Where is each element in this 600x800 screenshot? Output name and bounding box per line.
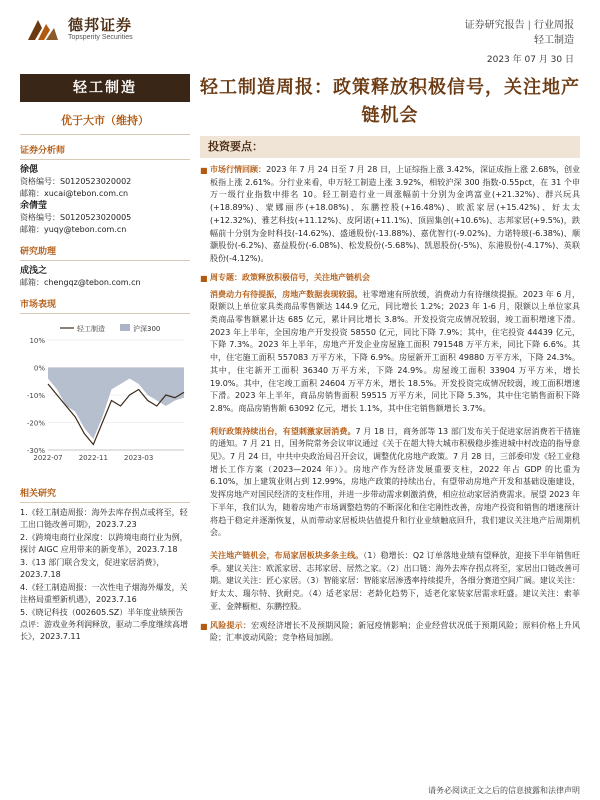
left-sidebar xyxy=(20,74,190,644)
related-research-item[interactable]: 3.《13 部门联合发文，促进家居消费》，2023.7.18 xyxy=(20,558,165,579)
risk-lead: 风险提示： xyxy=(210,620,252,630)
risk-text: 宏观经济增长不及预期风险；新冠疫情影响；企业经营状况低于预期风险；原料价格上升风险；汇率波动风险；竞争格局加剧。 xyxy=(210,620,581,643)
y-tick-label: -20% xyxy=(26,419,45,428)
market-review-lead: 市场行情回顾： xyxy=(210,165,267,174)
report-industry: 轻工制造 xyxy=(534,35,574,46)
performance-chart-svg xyxy=(20,318,190,478)
focus-paragraph xyxy=(200,550,580,614)
x-tick-label: 2022-11 xyxy=(78,454,108,462)
focus-lead: 关注地产链机会，布局家居板块多条主线。 xyxy=(210,550,364,560)
bullet-icon: ■ xyxy=(200,273,208,283)
legend-label: 轻工制造 xyxy=(77,325,105,333)
report-category: 行业周报 xyxy=(534,20,574,31)
legend-label: 沪深300 xyxy=(133,325,161,333)
consumption-text: 社零增速有所放缓，消费动力有待继续提振。2023 年 6 月，限额以上单位家具类商品零售额达 144.9 亿元，同比增长 1.2%；2023 年 1-6 月，限额以上单位家具类商品零售额累计达 685 亿元，累计同比增长 3.8%。开发投资完成情况较弱，竣工面积增速下滑。2023 年上半年，全国房地产开发投资 58550 亿元，同比下降 7.9%；其中，住宅投资 44439 亿元，下降 7.3%。2023 年上半年，房地产开发企业房屋施工面积 791548 万平方米，同比下降 6.6%。其中，住宅施工面积 557083 万平方米，下降 6.9%。房屋新开工面积 49880 万平方米，下降 24.3%。其中，住宅新开工面积 36340 万平方米，下降 24.9%。房屋竣工面积 33904 万平方米，增长 19.0%。其中，住宅竣工面积 24604 万平方米，增长 18.5%。开发投资完成情况较弱，竣工面积增速下滑。2023 年上半年，商品房销售面积 59515 万平方米，同比下降 5.3%，其中住宅销售面积下降 2.8%。商品房销售额 63092 亿元，增长 1.1%，其中住宅销售额增长 3.7%。 xyxy=(210,289,581,413)
logo-mark-icon xyxy=(26,16,60,42)
related-research-item[interactable]: 5.《晓记科技（002605.SZ）半年度业绩预告点评：游戏业务利润释放，驱动二季度继续高增长》，2023.7.11 xyxy=(20,608,188,641)
industry-rating: 优于大市（维持） xyxy=(20,112,190,135)
header-separator: | xyxy=(527,20,531,31)
analyst-section-heading: 证券分析师 xyxy=(20,143,190,160)
assistant-section-heading: 研究助理 xyxy=(20,244,190,261)
logo-text-en: Topsperity Securities xyxy=(68,34,133,41)
logo-text-cn: 德邦证券 xyxy=(68,16,133,34)
analyst-block xyxy=(20,164,190,236)
bullet-icon: ■ xyxy=(200,166,208,175)
assistant-email[interactable]: 邮箱：chengqz@tebon.com.cn xyxy=(20,278,141,287)
company-logo xyxy=(26,12,176,48)
analyst-name: 余倩莹 xyxy=(20,201,48,211)
y-tick-label: -30% xyxy=(26,447,45,455)
policy-paragraph xyxy=(200,426,580,540)
bullet-icon: ■ xyxy=(200,621,208,631)
weekly-topic-block xyxy=(200,272,580,284)
market-section-heading: 市场表现 xyxy=(20,297,190,314)
consumption-lead: 消费动力有待提振，房地产数据表现较弱。 xyxy=(210,289,363,299)
weekly-topic-heading: 周专题：政策释放积极信号，关注地产链机会 xyxy=(210,272,370,282)
legal-footer: 请务必阅读正文之后的信息披露和法律声明 xyxy=(428,786,580,795)
industry-title: 轻工制造 xyxy=(20,74,190,102)
report-type: 证券研究报告 xyxy=(464,20,525,31)
focus-text: （1）稳增长：Q2 订单落地业绩有望释放，迎接下半年销售旺季。建议关注：欧派家居、志邦家居、居然之家。（2）出口链：海外去库存拐点将至，家居出口链改善可期。建议关注：匠心家居。（3）智能家居：智能家居渗透率持续提升，各细分赛道空间广阔。建议关注：好太太、瑞尔特、狄耐克。（4）适老家居：老龄化趋势下，适老化家装家居需求旺盛。建议关注：索菲亚、金牌橱柜、东鹏控股。 xyxy=(210,550,580,611)
related-research-list xyxy=(20,507,190,643)
related-research-item[interactable]: 1.《轻工制造周报：海外去库存拐点或将至，轻工出口链改善可期》，2023.7.23 xyxy=(20,508,188,529)
main-content xyxy=(200,74,580,645)
y-tick-label: -10% xyxy=(26,392,45,400)
related-research-item[interactable]: 2.《跨境电商行业深度：以跨境电商行业为例，探讨 AIGC 应用带来的新变革》，2023.7.18 xyxy=(20,533,188,554)
market-performance-chart xyxy=(20,318,190,478)
assistant-name: 成浅之 xyxy=(20,266,48,276)
analyst-email[interactable]: 邮箱：xucai@tebon.com.cn xyxy=(20,189,129,198)
report-meta xyxy=(465,18,574,48)
related-research-item[interactable]: 4.《轻工制造周报：一次性电子烟海外爆发，关注格局重塑新机遇》，2023.7.16 xyxy=(20,583,188,604)
y-tick-label: 10% xyxy=(29,337,45,345)
x-tick-label: 2023-03 xyxy=(124,454,154,462)
risk-paragraph xyxy=(200,620,580,645)
x-tick-label: 2022-07 xyxy=(33,454,63,462)
y-tick-label: 0% xyxy=(33,364,45,373)
analyst-cert: 资格编号：S0120523020002 xyxy=(20,177,132,186)
policy-lead: 利好政策持续出台，有望刺激家居消费。 xyxy=(210,426,356,436)
analyst-name: 徐偲 xyxy=(20,165,39,175)
consumption-paragraph xyxy=(200,289,580,416)
analyst-cert: 资格编号：S0120523020005 xyxy=(20,213,132,222)
analyst-email[interactable]: 邮箱：yuqy@tebon.com.cn xyxy=(20,225,127,234)
assistant-block xyxy=(20,265,190,289)
investment-highlights-heading: 投资要点： xyxy=(200,136,580,158)
market-review-paragraph xyxy=(200,164,580,266)
report-title: 轻工制造周报：政策释放积极信号，关注地产链机会 xyxy=(200,77,580,126)
policy-text: 7 月 18 日，商务部等 13 部门发布关于促进家居消费若干措施的通知。7 月 21 日，国务院常务会议审议通过《关于在超大特大城市积极稳步推进城中村改造的指导意见》。7 月 24 日，中共中央政治局召开会议，调整优化房地产政策。7 月 28 日，三部委印发《轻工业稳增长工作方案（2023—2024 年）》。房地产作为经济发展重要支柱，2022 年占 GDP 的比重为 6.10%，加上建筑业则占到 12.99%，房地产政策的持续出台，有望带动房地产开发和基础设施建设，发挥房地产对国民经济的支柱作用，并进一步带动需求刺激消费，相应拉动家居消费需求。展望 2023 年下半年，我们认为，随着房地产市场调整趋势的不断深化和住宅刚性改善，房地产投资和销售的增速预计将趋于稳定并逐渐恢复，从而带动家居板块估值提升和行业业绩触底回升，我们建议关注地产后周期机会。 xyxy=(210,426,580,538)
related-section-heading: 相关研究 xyxy=(20,486,190,503)
market-review-text: 2023 年 7 月 24 日至 7 月 28 日，上证综指上涨 3.42%，深证成指上涨 2.68%，创业板指上涨 2.61%。分行业来看，申万轻工制造上涨 3.92%，相较沪深 300 指数-0.55pct，在 31 个申万一级行业指数中排名 10。轻工制造行业一周涨幅前十分别为金鸿富业(+21.32%)、群兴玩具(+18.89%)、蒙娜丽莎(+18.08%)、东鹏控股(+16.48%)、欧派家居(+15.42%)、好太太(+12.32%)、雅艺科技(+11.12%)、皮阿诺(+11.1%)、顶固集创(+10.6%)、志邦家居(+9.5%)，跌幅前十分别为金时科技(-14.62%)、盛通股份(-13.88%)、嘉优智行(-9.02%)、力诺特玻(-6.38%)、顺灏股份(-6.2%)、嘉益股份(-6.08%)、松发股份(-5.68%)、凯恩股份(-5%)、东港股份(-4.17%)、英联股份(-4.12%)。 xyxy=(210,165,581,263)
report-date: 2023 年 07 月 30 日 xyxy=(486,55,574,65)
legend-swatch-hs300 xyxy=(120,324,130,331)
